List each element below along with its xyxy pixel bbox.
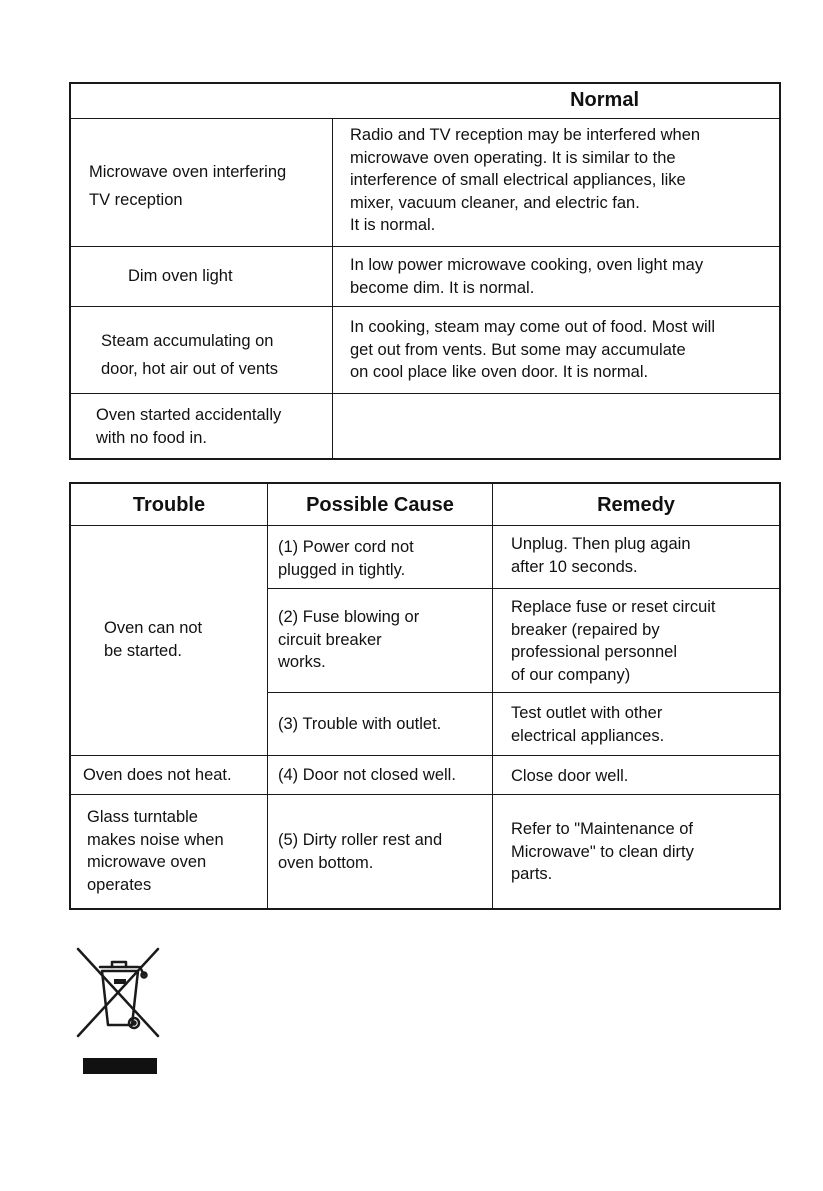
- trouble-table: [69, 482, 781, 910]
- divider: [332, 118, 333, 458]
- normal-header: Normal: [570, 89, 639, 111]
- divider: [492, 484, 493, 908]
- normal-explanation: In low power microwave cooking, oven light may become dim. It is normal.: [350, 256, 704, 297]
- normal-symptom: Microwave oven interfering TV reception: [89, 163, 287, 209]
- normal-symptom: Oven started accidentally with no food in.: [96, 406, 282, 447]
- normal-table: [69, 82, 781, 460]
- divider: [267, 484, 268, 908]
- divider: [71, 246, 779, 247]
- cause-cell: (1) Power cord not plugged in tightly.: [278, 538, 414, 579]
- trouble-cell: Glass turntable makes noise when microwave oven operates: [87, 808, 224, 894]
- trouble-header: Trouble: [132, 494, 206, 516]
- cause-header: Possible Cause: [306, 494, 454, 516]
- weee-bar: [83, 1058, 157, 1074]
- remedy-cell: Unplug. Then plug again after 10 seconds.: [511, 535, 691, 576]
- cause-cell: (5) Dirty roller rest and oven bottom.: [278, 831, 443, 872]
- trouble-cell: Oven can not be started.: [104, 619, 203, 660]
- remedy-cell: Replace fuse or reset circuit breaker (repaired by professional personnel of our company): [511, 598, 716, 684]
- divider: [71, 794, 779, 795]
- divider: [71, 755, 779, 756]
- remedy-cell: Test outlet with other electrical appliances.: [511, 704, 665, 745]
- remedy-cell: Close door well.: [511, 767, 629, 785]
- remedy-cell: Refer to "Maintenance of Microwave" to clean dirty parts.: [511, 820, 694, 883]
- normal-symptom: Steam accumulating on door, hot air out of vents: [101, 332, 279, 378]
- trouble-cell: Oven does not heat.: [83, 766, 232, 784]
- divider: [71, 525, 779, 526]
- cause-cell: (2) Fuse blowing or circuit breaker works.: [278, 608, 420, 671]
- divider: [267, 692, 779, 693]
- divider: [71, 393, 779, 394]
- crossed-out-wheelie-bin-icon: [72, 945, 164, 1040]
- remedy-header: Remedy: [597, 494, 675, 516]
- normal-symptom: Dim oven light: [128, 267, 233, 285]
- normal-explanation: Radio and TV reception may be interfered when microwave oven operating. It is similar to the interference of small electrical appliances, like mixer, vacuum cleaner, and electric fan. It is normal.: [350, 126, 701, 234]
- normal-explanation: In cooking, steam may come out of food. Most will get out from vents. But some may accumulate on cool place like oven door. It is normal.: [350, 318, 715, 381]
- cause-cell: (3) Trouble with outlet.: [278, 715, 442, 733]
- divider: [267, 588, 779, 589]
- divider: [71, 306, 779, 307]
- divider: [71, 118, 779, 119]
- cause-cell: (4) Door not closed well.: [278, 766, 456, 784]
